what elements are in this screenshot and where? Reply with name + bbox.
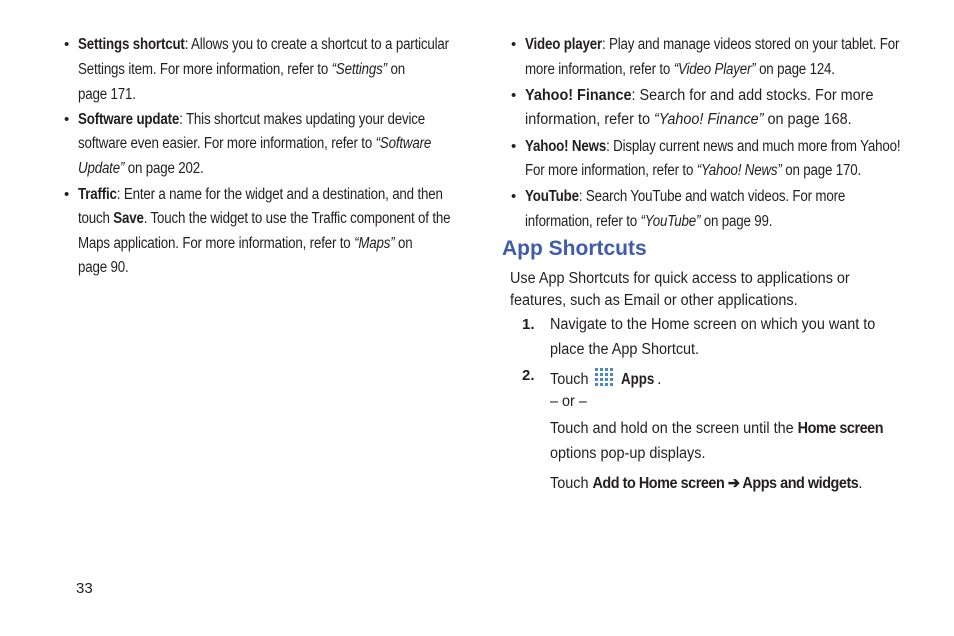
step2-hold-line-2: options pop-up displays. xyxy=(550,445,706,462)
traffic-line-2: touch Save. Touch the widget to use the Traffic component of the xyxy=(78,210,451,227)
bullet: • xyxy=(64,111,70,128)
intro-line-1: Use App Shortcuts for quick access to applications or xyxy=(510,270,850,287)
bullet: • xyxy=(511,36,517,53)
yahoo-news-line-1: Yahoo! News: Display current news and much more from Yahoo! xyxy=(525,138,901,155)
step2-add-line: Touch Add to Home screen ➔ Apps and widgets. xyxy=(550,475,863,492)
software-update-line-2: software even easier. For more information, refer to “Software xyxy=(78,135,432,152)
yahoo-finance-line-2: information, refer to “Yahoo! Finance” on page 168. xyxy=(525,111,852,128)
yahoo-finance-line-1: Yahoo! Finance: Search for and add stocks. For more xyxy=(525,87,874,104)
settings-shortcut-line-3: page 171. xyxy=(78,86,136,103)
apps-grid-icon xyxy=(593,366,617,390)
settings-shortcut-line-2: Settings item. For more information, refer to “Settings” on xyxy=(78,61,405,78)
settings-shortcut-line-1: Settings shortcut: Allows you to create a shortcut to a particular xyxy=(78,36,449,53)
traffic-line-1: Traffic: Enter a name for the widget and a destination, and then xyxy=(78,186,443,203)
step-number-1: 1. xyxy=(522,316,535,333)
or-separator: – or – xyxy=(550,393,587,410)
software-update-line-3: Update” on page 202. xyxy=(78,160,204,177)
step1-line-1: Navigate to the Home screen on which you want to xyxy=(550,316,876,333)
step2-hold-line-1: Touch and hold on the screen until the Home screen xyxy=(550,420,884,437)
section-heading: App Shortcuts xyxy=(502,237,647,260)
video-player-line-2: more information, refer to “Video Player” on page 124. xyxy=(525,61,835,78)
bullet: • xyxy=(64,186,70,203)
bullet: • xyxy=(511,188,517,205)
traffic-line-4: page 90. xyxy=(78,259,129,276)
youtube-line-2: information, refer to “YouTube” on page 99. xyxy=(525,213,773,230)
software-update-line-1: Software update: This shortcut makes updating your device xyxy=(78,111,426,128)
video-player-line-1: Video player: Play and manage videos stored on your tablet. For xyxy=(525,36,900,53)
page-number: 33 xyxy=(76,580,93,597)
step1-line-2: place the App Shortcut. xyxy=(550,341,700,358)
intro-line-2: features, such as Email or other applications. xyxy=(510,292,798,309)
bullet: • xyxy=(511,87,517,104)
step2-touch-apps: TouchApps . xyxy=(550,366,661,390)
step-number-2: 2. xyxy=(522,367,535,384)
traffic-line-3: Maps application. For more information, refer to “Maps” on xyxy=(78,235,413,252)
youtube-line-1: YouTube: Search YouTube and watch videos. For more xyxy=(525,188,846,205)
bullet: • xyxy=(511,138,517,155)
bullet: • xyxy=(64,36,70,53)
yahoo-news-line-2: For more information, refer to “Yahoo! News” on page 170. xyxy=(525,162,861,179)
